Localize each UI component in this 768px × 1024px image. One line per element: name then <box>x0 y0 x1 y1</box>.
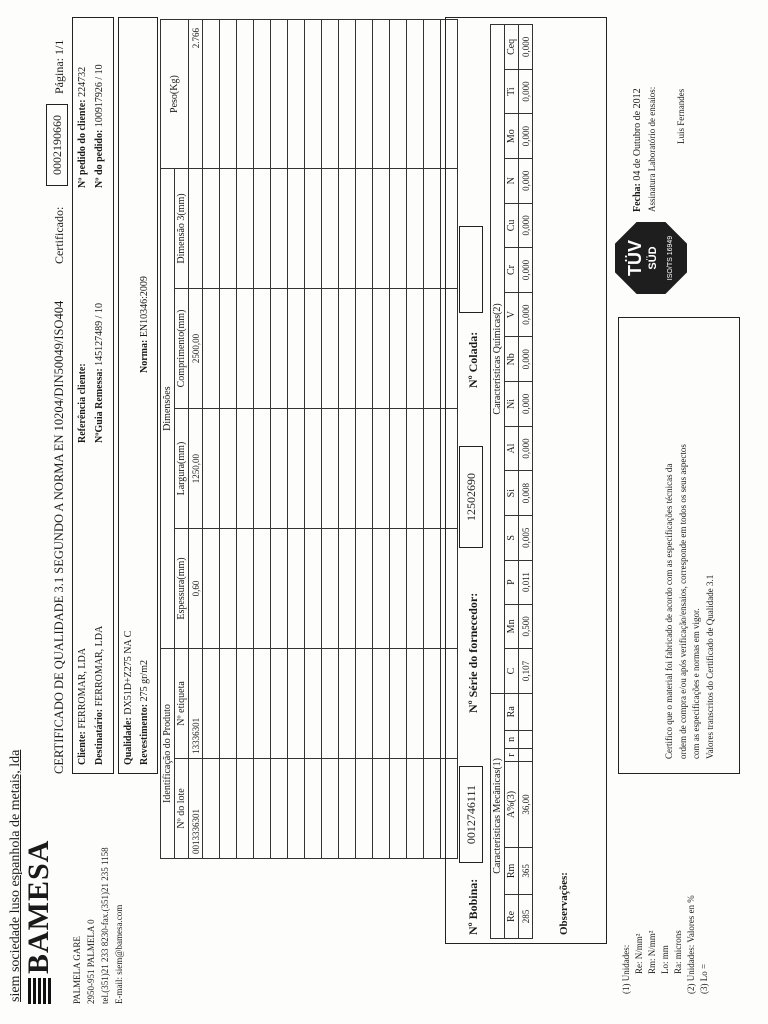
table-cell-empty <box>271 649 288 759</box>
destinatario-label: Destinatário: <box>94 708 105 765</box>
referencia-label: Referência cliente: <box>77 363 88 443</box>
table-cell-empty <box>203 409 220 529</box>
table-cell-empty <box>220 20 237 169</box>
company-address-1: PALMELA GARE <box>72 936 82 1004</box>
chemical-value: 0,000 <box>519 382 533 427</box>
chemical-value: 0,000 <box>519 248 533 293</box>
chemical-value: 0,000 <box>519 426 533 471</box>
table-cell-empty <box>424 288 441 408</box>
table-cell-empty <box>322 169 339 289</box>
header-espessura: Espessura(mm) <box>175 529 189 649</box>
table-cell-empty <box>424 169 441 289</box>
table-cell-empty <box>390 529 407 649</box>
table-cell-empty <box>339 169 356 289</box>
table-cell-empty <box>373 169 390 289</box>
table-cell-empty <box>220 758 237 858</box>
table-cell-empty <box>390 288 407 408</box>
units-line: Ra: microns <box>673 930 683 974</box>
table-cell-empty <box>339 409 356 529</box>
table-cell-empty <box>237 20 254 169</box>
certification-line: com as especificações e normas em vigor. <box>691 608 701 759</box>
product-table-body <box>189 20 458 859</box>
table-cell-empty <box>407 649 424 759</box>
fecha-value: 04 de Outubro de 2012 <box>632 88 643 181</box>
table-cell-empty <box>373 288 390 408</box>
bobina-label: Nº Bobina: <box>466 878 480 935</box>
table-row <box>220 20 237 859</box>
bamesa-logo-icon <box>28 978 53 1004</box>
units-line: (1) Unidades: <box>621 944 631 994</box>
chemical-header: Mn <box>505 604 519 649</box>
table-cell-empty <box>322 20 339 169</box>
chemical-header: Si <box>505 471 519 516</box>
chemical-header: Cr <box>505 248 519 293</box>
company-address-2: 2950-951 PALMELA 0 <box>86 919 96 1004</box>
mechanical-header: n <box>505 730 519 748</box>
table-cell-empty <box>254 169 271 289</box>
mechanical-header: Rm <box>505 847 519 894</box>
assinatura-label: Assinatura Laboratório de ensaios: <box>647 86 657 212</box>
units-notes <box>620 895 711 994</box>
mechanical-value <box>519 730 533 748</box>
table-cell-empty <box>271 20 288 169</box>
table-row <box>271 20 288 859</box>
table-cell-empty <box>220 169 237 289</box>
observacoes-label: Observações: <box>558 872 570 935</box>
iso-stamp-text: ISO/TS 16949 <box>667 235 674 281</box>
table-row <box>373 20 390 859</box>
table-cell-empty <box>356 409 373 529</box>
table-row <box>407 20 424 859</box>
table-cell-empty <box>390 649 407 759</box>
mechanical-title: Características Mecânicas(1) <box>491 693 505 938</box>
table-cell-empty <box>237 169 254 289</box>
table-cell-empty <box>237 649 254 759</box>
table-row <box>424 20 441 859</box>
analysis-values <box>519 25 533 939</box>
table-cell-empty <box>220 288 237 408</box>
table-cell-empty <box>322 288 339 408</box>
company-email: E-mail: siem@bamesa.com <box>114 904 124 1004</box>
cell-dimensao3 <box>189 169 203 289</box>
table-cell-empty <box>390 758 407 858</box>
revestimento-label: Revestimento: <box>139 703 150 765</box>
table-cell-empty <box>203 20 220 169</box>
table-cell-empty <box>339 288 356 408</box>
chemical-value: 0,107 <box>519 649 533 694</box>
table-row <box>339 20 356 859</box>
header-identificacao: Identificação do Produto <box>161 649 175 859</box>
company-tagline: siem sociedade luso espanhola de metais, lda <box>8 749 23 1002</box>
qualidade-value: DX51D+Z275 NA C <box>123 630 134 715</box>
serie-value: 12502690 <box>459 446 483 548</box>
fecha-label: Fecha: <box>632 183 643 212</box>
table-cell-empty <box>356 169 373 289</box>
pedido-cliente-value: 224732 <box>77 66 88 97</box>
chemical-value: 0,500 <box>519 604 533 649</box>
table-cell-empty <box>220 529 237 649</box>
mechanical-header: Re <box>505 894 519 938</box>
table-row <box>254 20 271 859</box>
cell-lote: 0013336301 <box>189 758 203 858</box>
table-cell-empty <box>322 409 339 529</box>
table-row <box>288 20 305 859</box>
units-line: Re: N/mm² <box>634 933 644 974</box>
certificate-number: 0002190660 <box>46 104 68 186</box>
cliente-value: FERROMAR, LDA <box>77 648 88 729</box>
chemical-header: Ni <box>505 382 519 427</box>
cell-comprimento: 2500,00 <box>189 288 203 408</box>
chemical-header: P <box>505 560 519 604</box>
table-cell-empty <box>424 529 441 649</box>
table-cell-empty <box>424 649 441 759</box>
tuv-stamp-text: TÜV <box>625 240 645 276</box>
chemical-value: 0,011 <box>519 560 533 604</box>
company-name: BAMESA <box>22 839 55 974</box>
cell-peso: 2.766 <box>189 20 203 169</box>
product-table <box>160 19 458 859</box>
pedido-cliente-label: Nº pedido do cliente: <box>77 99 88 188</box>
certificate-label: Certificado: <box>52 206 66 264</box>
table-cell-empty <box>305 288 322 408</box>
header-peso: Peso(Kg) <box>161 20 189 169</box>
table-cell-empty <box>254 758 271 858</box>
chemical-header: Al <box>505 426 519 471</box>
revestimento-value: 275 gr/m2 <box>139 660 150 702</box>
chemical-value: 0,005 <box>519 515 533 560</box>
chemical-title: Características Químicas(2) <box>491 25 505 694</box>
table-cell-empty <box>288 649 305 759</box>
chemical-header: Ceq <box>505 25 519 70</box>
table-cell-empty <box>390 169 407 289</box>
certification-line: ordem de compra e/ou após verificação/ensaios, corresponde em todos os seus aspectos <box>677 444 688 759</box>
units-line: (2) Unidades: Valores en % <box>686 895 696 994</box>
table-cell-empty <box>373 649 390 759</box>
table-cell-empty <box>424 409 441 529</box>
mechanical-header: Ra <box>505 693 519 730</box>
certification-line: Valores transcritos do Certificado de Qualidade 3.1 <box>704 574 715 759</box>
units-line: Rm: N/mm² <box>647 930 657 974</box>
chemical-value: 0,008 <box>519 471 533 516</box>
units-line: Lo: mm <box>660 945 670 974</box>
colada-value <box>459 226 483 313</box>
table-cell-empty <box>305 20 322 169</box>
table-cell-empty <box>288 169 305 289</box>
mechanical-value: 285 <box>519 894 533 938</box>
table-cell-empty <box>271 529 288 649</box>
bobina-value: 0012746111 <box>459 766 483 863</box>
table-cell-empty <box>203 288 220 408</box>
table-cell-empty <box>407 288 424 408</box>
analysis-headers <box>505 25 519 939</box>
table-cell-empty <box>356 529 373 649</box>
table-cell-empty <box>271 288 288 408</box>
norma-label: Norma: <box>139 339 150 373</box>
chemical-value: 0,000 <box>519 158 533 203</box>
mechanical-header: A%(3) <box>505 762 519 848</box>
table-cell-empty <box>305 409 322 529</box>
table-cell-empty <box>339 529 356 649</box>
table-row <box>390 20 407 859</box>
header-dimensoes: Dimensões <box>161 169 175 649</box>
table-cell-empty <box>407 409 424 529</box>
table-cell-empty <box>407 169 424 289</box>
table-cell-empty <box>203 169 220 289</box>
table-cell-empty <box>339 649 356 759</box>
table-cell-empty <box>288 288 305 408</box>
table-cell-empty <box>237 529 254 649</box>
table-cell-empty <box>271 409 288 529</box>
table-cell-empty <box>305 649 322 759</box>
table-cell-empty <box>424 758 441 858</box>
norma-value: EN10346:2009 <box>139 276 150 338</box>
table-cell-empty <box>322 529 339 649</box>
chemical-header: Ti <box>505 69 519 114</box>
cell-espessura: 0,60 <box>189 529 203 649</box>
table-cell-empty <box>220 649 237 759</box>
table-cell-empty <box>373 409 390 529</box>
table-cell-empty <box>424 20 441 169</box>
chemical-value: 0,000 <box>519 337 533 382</box>
header-largura: Largura(mm) <box>175 409 189 529</box>
mechanical-value: 36,00 <box>519 762 533 848</box>
guia-value: 145127489 / 10 <box>94 303 105 366</box>
tuv-stamp <box>615 222 687 294</box>
table-cell-empty <box>390 20 407 169</box>
table-cell-empty <box>254 20 271 169</box>
table-row <box>322 20 339 859</box>
certificate-title: CERTIFICADO DE QUALIDADE 3.1 SEGUNDO A NORMA EN 10204/DIN50049/ISO404 <box>52 300 66 774</box>
table-cell-empty <box>373 758 390 858</box>
table-cell-empty <box>254 409 271 529</box>
table-cell-empty <box>271 169 288 289</box>
chemical-value: 0,000 <box>519 292 533 337</box>
colada-label: Nº Colada: <box>466 331 480 388</box>
table-cell-empty <box>356 20 373 169</box>
sud-stamp-text: SÜD <box>647 246 659 270</box>
mechanical-value <box>519 693 533 730</box>
company-phone: tel.(351)21 233 8230-fax.(351)21 235 1158 <box>100 847 110 1004</box>
table-cell-empty <box>288 20 305 169</box>
table-cell-empty <box>237 409 254 529</box>
chemical-header: Mo <box>505 114 519 159</box>
mechanical-value: 365 <box>519 847 533 894</box>
table-cell-empty <box>288 758 305 858</box>
table-cell-empty <box>373 529 390 649</box>
table-cell-empty <box>339 758 356 858</box>
table-row <box>305 20 322 859</box>
table-cell-empty <box>203 649 220 759</box>
table-cell-empty <box>203 758 220 858</box>
serie-label: Nº Série do fornecedor: <box>466 592 480 713</box>
certification-box <box>618 317 740 774</box>
chemical-value: 0,000 <box>519 69 533 114</box>
table-cell-empty <box>407 758 424 858</box>
table-row <box>203 20 220 859</box>
table-cell-empty <box>322 758 339 858</box>
table-cell-empty <box>322 649 339 759</box>
table-cell-empty <box>373 20 390 169</box>
header-comprimento: Comprimento(mm) <box>175 288 189 408</box>
cell-etiqueta: 13336301 <box>189 649 203 759</box>
table-cell-empty <box>390 409 407 529</box>
table-cell-empty <box>305 758 322 858</box>
chemical-value: 0,000 <box>519 25 533 70</box>
pedido-label: Nº do pedido: <box>94 129 105 188</box>
table-cell-empty <box>407 20 424 169</box>
table-cell-empty <box>237 288 254 408</box>
chemical-header: Nb <box>505 337 519 382</box>
chemical-header: V <box>505 292 519 337</box>
table-cell-empty <box>220 409 237 529</box>
analysis-box <box>445 17 607 944</box>
table-cell-empty <box>288 529 305 649</box>
header-etiqueta: Nº etiqueta <box>175 649 189 759</box>
table-cell-empty <box>237 758 254 858</box>
chemical-header: C <box>505 649 519 694</box>
cliente-label: Cliente: <box>77 731 88 765</box>
chemical-header: Cu <box>505 203 519 248</box>
mechanical-header: r <box>505 748 519 761</box>
chemical-value: 0,000 <box>519 203 533 248</box>
table-cell-empty <box>254 529 271 649</box>
table-cell-empty <box>339 20 356 169</box>
certification-line: Certifico que o material foi fabricado de acordo com as especificações técnicas da <box>664 463 674 759</box>
table-row <box>189 20 203 859</box>
table-cell-empty <box>305 169 322 289</box>
table-cell-empty <box>305 529 322 649</box>
header-dimensao3: Dimensão 3(mm) <box>175 169 189 289</box>
client-box <box>72 17 114 774</box>
qualidade-label: Qualidade: <box>123 717 134 765</box>
pedido-value: 100917926 / 10 <box>94 64 105 128</box>
table-cell-empty <box>356 758 373 858</box>
chemical-header: N <box>505 158 519 203</box>
analysis-table <box>490 24 533 939</box>
table-cell-empty <box>407 529 424 649</box>
table-cell-empty <box>254 649 271 759</box>
table-row <box>237 20 254 859</box>
certification-text <box>663 444 717 759</box>
table-row <box>356 20 373 859</box>
cell-largura: 1250,00 <box>189 409 203 529</box>
table-cell-empty <box>271 758 288 858</box>
page-number: Página: 1/1 <box>52 39 66 94</box>
table-cell-empty <box>356 649 373 759</box>
table-cell-empty <box>356 288 373 408</box>
signer-name: Luis Fernandes <box>676 88 686 144</box>
units-line: (3) Lo = <box>699 963 709 994</box>
chemical-value: 0,000 <box>519 114 533 159</box>
quality-box <box>118 17 158 774</box>
guia-label: NºGuia Remessa: <box>94 368 105 443</box>
table-cell-empty <box>288 409 305 529</box>
mechanical-value <box>519 748 533 761</box>
table-cell-empty <box>203 529 220 649</box>
chemical-header: S <box>505 515 519 560</box>
destinatario-value: FERROMAR, LDA <box>94 625 105 707</box>
header-lote: Nº do lote <box>175 758 189 858</box>
table-cell-empty <box>254 288 271 408</box>
